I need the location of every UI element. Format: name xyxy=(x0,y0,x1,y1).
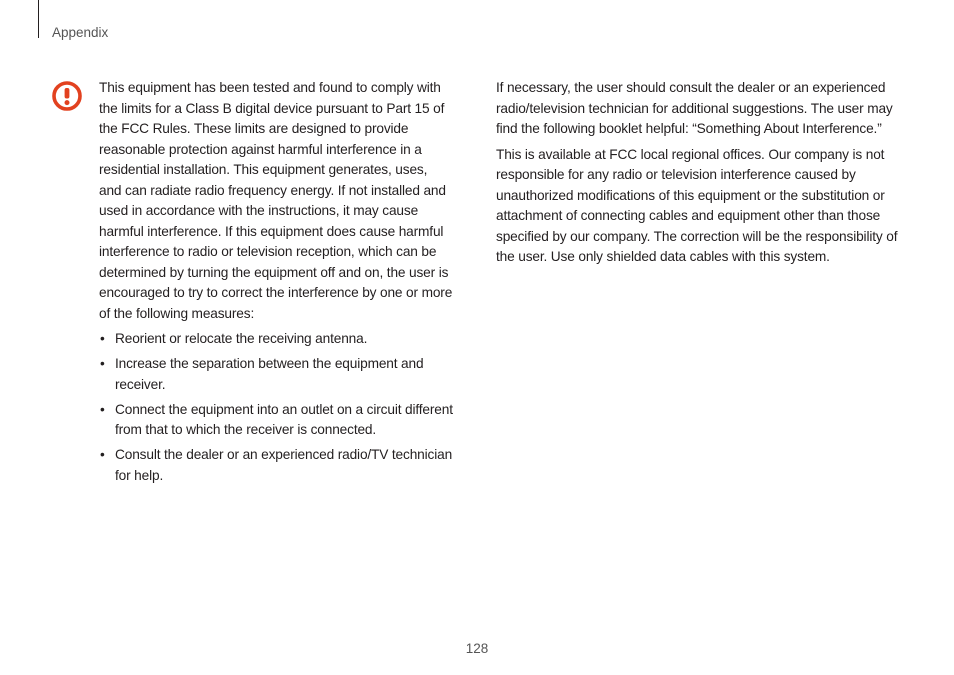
list-item-text: Connect the equipment into an outlet on a circuit different from that to which the receiver is connected. xyxy=(115,401,453,437)
bullet: • xyxy=(100,447,105,462)
consult-dealer-paragraph: If necessary, the user should consult the dealer or an experienced radio/television technician for additional suggestions. The user may find the following booklet helpful: “Something About Interference.” xyxy=(496,80,893,136)
page-number: 128 xyxy=(465,641,489,656)
list-item-text: Consult the dealer or an experienced radio/TV technician for help. xyxy=(115,447,453,483)
right-column xyxy=(496,78,898,268)
list-item xyxy=(0,445,453,486)
section-title: Appendix xyxy=(52,25,109,40)
list-item xyxy=(0,400,453,441)
bullet: • xyxy=(100,331,105,346)
list-item xyxy=(0,354,453,395)
fcc-compliance-paragraph: This equipment has been tested and found to comply with the limits for a Class B digital device pursuant to Part 15 of the FCC Rules. These limits are designed to provide reasonable protection against harmful interference in a residential installation. This equipment generates, uses, and can radiate radio frequency energy. If not installed and used in accordance with the instructions, it may cause harmful interference. If this equipment does cause harmful interference to radio or television reception, which can be determined by turning the equipment off and on, the user is encouraged to try to correct the interference by one or more of the following measures: xyxy=(99,80,453,321)
fcc-offices-paragraph: This is available at FCC local regional offices. Our company is not responsible for any radio or television interference caused by unauthorized modifications of this equipment or the substitution or attachment of connecting cables and equipment other than those specified by our company. The correction will be the responsibility of the user. Use only shielded data cables with this system. xyxy=(496,146,898,264)
measures-list xyxy=(0,329,453,486)
list-item xyxy=(0,329,453,350)
bullet: • xyxy=(100,401,105,417)
list-item-text: Reorient or relocate the receiving antenna. xyxy=(115,331,368,346)
caution-icon xyxy=(52,81,82,111)
header-rule xyxy=(38,0,39,38)
list-item-text: Increase the separation between the equipment and receiver. xyxy=(115,356,424,392)
warning-column xyxy=(99,78,453,491)
bullet: • xyxy=(100,356,105,371)
